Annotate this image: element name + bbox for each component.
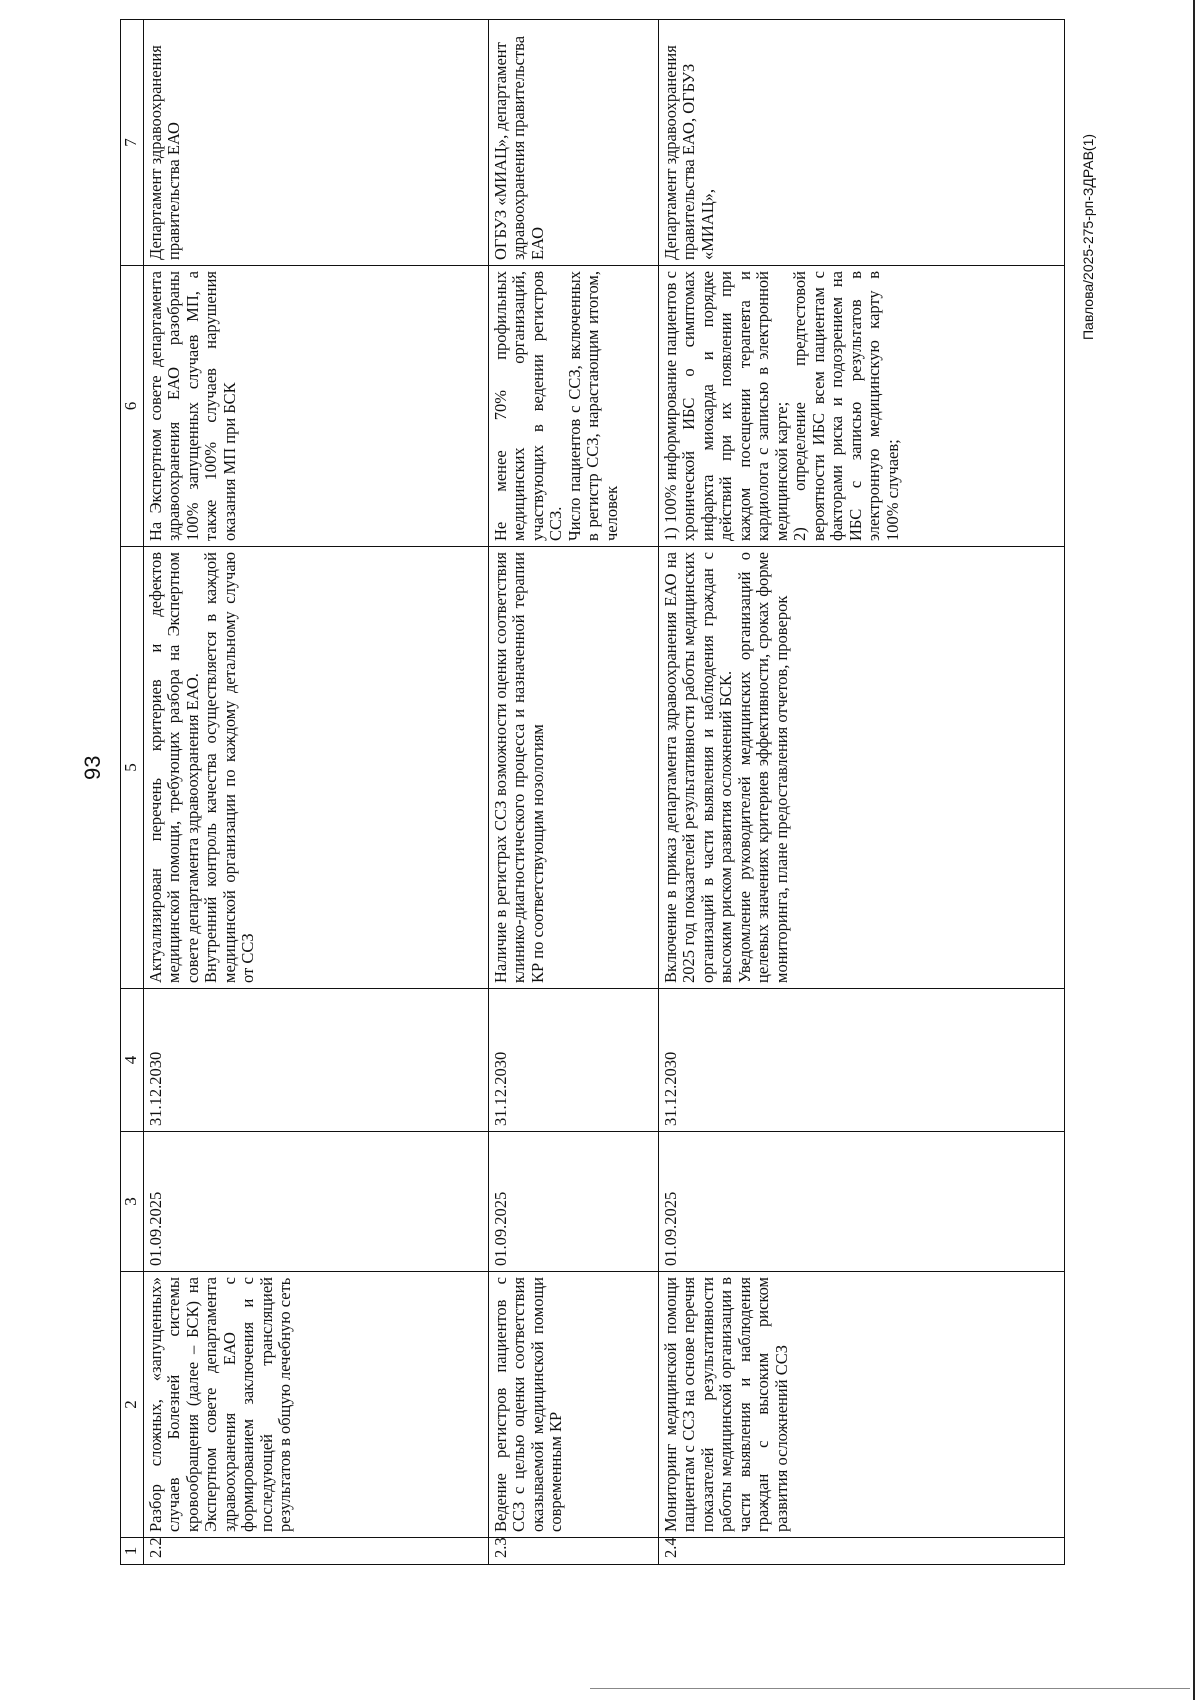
header-col-3: 3 bbox=[121, 1132, 144, 1272]
page-number: 93 bbox=[80, 755, 105, 780]
header-col-7: 7 bbox=[121, 20, 144, 266]
result-cell: На Экспертном совете департамента здравоохранения ЕАО разобраны 100% запущенных случаев МП, а также 100% случаев нарушения оказания МП при БСК bbox=[144, 266, 489, 547]
footer-reference: Павлова/2025-275-рп-ЗДРАВ(1) bbox=[1080, 133, 1096, 340]
scan-edge-right bbox=[1193, 0, 1195, 1700]
header-col-5: 5 bbox=[121, 547, 144, 989]
description-cell: Включение в приказ департамента здравоохранения ЕАО на 2025 год показателей результативности работы медицинских организаций в части выявления и наблюдения граждан с высоким риском развития осложнений БСК. Уведомление руководителей медицинских организаций о целевых значениях критериев эффективности, сроках форме мониторинга, плане предоставления отчетов, проверок bbox=[659, 547, 1065, 989]
measures-table bbox=[120, 19, 1065, 1565]
table-row bbox=[144, 20, 489, 1565]
start-date-cell: 01.09.2025 bbox=[489, 1132, 659, 1272]
event-cell: Ведение регистров пациентов с ССЗ с целью оценки соответствия оказываемой медицинской помощи современным КР bbox=[489, 1272, 659, 1538]
responsible-cell: ОГБУЗ «МИАЦ», департамент здравоохранения правительства ЕАО bbox=[489, 20, 659, 266]
header-col-1: 1 bbox=[121, 1538, 144, 1565]
result-cell: 1) 100% информирование пациентов с хронической ИБС о симптомах инфаркта миокарда и порядке действий при их появлении при каждом посещении терапевта и кардиолога с записью в электронной медицинской карте; 2) определение предтестовой вероятности ИБС всем пациентам с факторами риска и подозрением на ИБС с записью результатов в электронную медицинскую карту в 100% случаев; bbox=[659, 266, 1065, 547]
responsible-cell: Департамент здравоохранения правительства ЕАО, ОГБУЗ «МИАЦ», bbox=[659, 20, 1065, 266]
description-cell: Наличие в регистрах ССЗ возможности оценки соответствия клинико-диагностического процесса и назначенной терапии КР по соответствующим нозологиям bbox=[489, 547, 659, 989]
scan-edge-bottom bbox=[590, 1688, 1190, 1689]
start-date-cell: 01.09.2025 bbox=[144, 1132, 489, 1272]
rotated-table-frame bbox=[120, 20, 1065, 1565]
event-cell: Мониторинг медицинской помощи пациентам с ССЗ на основе перечня показателей результативности работы медицинской организации в части выявления и наблюдения граждан с высоким риском развития осложнений ССЗ bbox=[659, 1272, 1065, 1538]
header-col-6: 6 bbox=[121, 266, 144, 547]
description-cell: Актуализирован перечень критериев и дефектов медицинской помощи, требующих разбора на Экспертном совете департамента здравоохранения ЕАО. Внутренний контроль качества осуществляется в каждой медицинской организации по каждому детальному случаю от ССЗ bbox=[144, 547, 489, 989]
end-date-cell: 31.12.2030 bbox=[659, 989, 1065, 1132]
event-cell: Разбор сложных, «запущенных» случаев Болезней системы кровообращения (далее – БСК) на Экспертном совете департамента здравоохранения ЕАО с формированием заключения и с последующей трансляцией результатов в общую лечебную сеть bbox=[144, 1272, 489, 1538]
table-row bbox=[489, 20, 659, 1565]
row-number: 2.4 bbox=[659, 1538, 1065, 1565]
header-col-2: 2 bbox=[121, 1272, 144, 1538]
row-number: 2.3 bbox=[489, 1538, 659, 1565]
end-date-cell: 31.12.2030 bbox=[489, 989, 659, 1132]
end-date-cell: 31.12.2030 bbox=[144, 989, 489, 1132]
result-cell: Не менее 70% профильных медицинских организаций, участвующих в ведении регистров ССЗ. Число пациентов с ССЗ, включенных в регистр ССЗ, нарастающим итогом, человек bbox=[489, 266, 659, 547]
row-number: 2.2 bbox=[144, 1538, 489, 1565]
responsible-cell: Департамент здравоохранения правительства ЕАО bbox=[144, 20, 489, 266]
table-row bbox=[659, 20, 1065, 1565]
start-date-cell: 01.09.2025 bbox=[659, 1132, 1065, 1272]
header-row bbox=[121, 20, 144, 1565]
header-col-4: 4 bbox=[121, 989, 144, 1132]
